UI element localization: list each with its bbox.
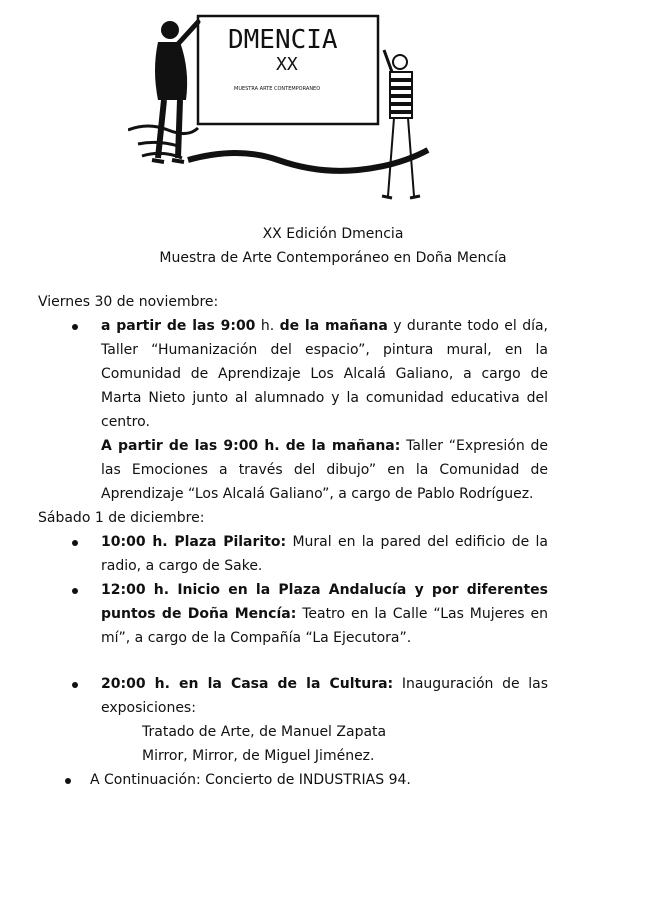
exhibition-list bbox=[38, 720, 548, 768]
closing-event-list bbox=[38, 768, 548, 792]
bullet-icon bbox=[72, 682, 78, 688]
friday-second-event bbox=[38, 434, 548, 506]
event-time: 20:00 h. en la Casa de la Cultura: bbox=[101, 676, 394, 692]
bullet-icon bbox=[65, 778, 71, 784]
event-description: Mural en la pared del edificio de la radio, a cargo de Sake. bbox=[101, 534, 548, 574]
logo-title: DMENCIA bbox=[228, 25, 338, 55]
program-content bbox=[38, 290, 548, 792]
event-time: 12:00 h. Inicio en la Plaza Andalucía y por diferentes puntos de Doña Mencía: bbox=[101, 582, 548, 622]
event-time-part: de la mañana bbox=[279, 318, 388, 334]
bullet-icon bbox=[72, 588, 78, 594]
event-description: Taller “Expresión de las Emociones a través del dibujo” en la Comunidad de Aprendizaje “Los Alcalá Galiano”, a cargo de Pablo Rodríguez. bbox=[101, 438, 548, 502]
list-item bbox=[38, 530, 548, 578]
left-figure-illustration bbox=[128, 21, 198, 162]
event-description: Teatro en la Calle “Las Mujeres en mí”, a cargo de la Compañía “La Ejecutora”. bbox=[101, 606, 548, 646]
list-item bbox=[38, 578, 548, 650]
exhibition-item: Mirror, Mirror, de Miguel Jiménez. bbox=[142, 748, 375, 764]
list-item bbox=[38, 672, 548, 720]
list-item bbox=[38, 768, 548, 792]
event-description: A Continuación: Concierto de INDUSTRIAS 94. bbox=[90, 772, 411, 788]
event-time: a partir de las 9:00 bbox=[101, 318, 256, 334]
friday-heading: Viernes 30 de noviembre: bbox=[38, 294, 219, 310]
logo-roman: XX bbox=[276, 54, 298, 75]
exhibition-item: Tratado de Arte, de Manuel Zapata bbox=[142, 724, 387, 740]
right-figure-illustration bbox=[382, 50, 420, 198]
event-description: Inauguración de las exposiciones: bbox=[101, 676, 549, 716]
friday-event-list bbox=[38, 314, 548, 434]
saturday-heading: Sábado 1 de diciembre: bbox=[38, 510, 205, 526]
event-time: A partir de las 9:00 h. de la mañana: bbox=[101, 438, 401, 454]
list-item bbox=[38, 314, 548, 434]
logo-caption: MUESTRA ARTE CONTEMPORANEO bbox=[234, 86, 321, 92]
event-description: y durante todo el día, Taller “Humanización del espacio”, pintura mural, en la Comunidad de Aprendizaje Los Alcalá Galiano, a cargo de Marta Nieto junto al alumnado y la comunidad educativa del centro. bbox=[101, 318, 549, 430]
poster-frame bbox=[198, 16, 378, 124]
bullet-icon bbox=[72, 324, 78, 330]
bullet-icon bbox=[72, 540, 78, 546]
edition-title: XX Edición Dmencia bbox=[262, 226, 404, 242]
saturday-event-list bbox=[38, 530, 548, 720]
event-subtitle: Muestra de Arte Contemporáneo en Doña Mencía bbox=[159, 250, 507, 266]
event-time: 10:00 h. Plaza Pilarito: bbox=[101, 534, 287, 550]
event-title-block bbox=[0, 222, 666, 270]
event-time-unit: h. bbox=[255, 318, 280, 334]
header-illustration bbox=[128, 10, 438, 205]
